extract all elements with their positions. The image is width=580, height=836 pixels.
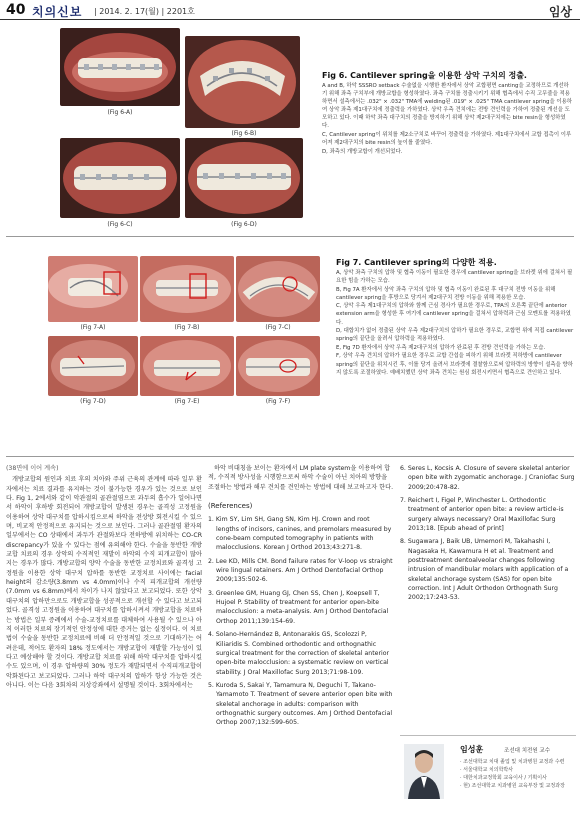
- author-bio-line: · 대한치과교정학회 교육이사 / 기획이사: [460, 775, 547, 781]
- fig6-title: Fig 6. Cantilever spring을 이용한 상악 구치의 정출.: [322, 71, 527, 80]
- fig7-f-photo: [236, 336, 320, 396]
- fig6-a-photo: [60, 28, 180, 106]
- fig6-paragraph: C, Cantilever spring이 위치를 제2소구치로 바꾸어 정출력을 가하였다. 제1대구치에서 교합 접촉이 이루어져 제2대구치의 bite resin의 높이를 줄였다.: [322, 132, 572, 147]
- fig7-paragraph: C, 상악 우측 제1대구치의 압하와 함께 근심 경사가 필요한 경우로, TPA의 오른쪽 끝단에 anterior extension arm을 형성한 후 여기에 cantilever spring을 걸쳐서 압하력과 근심 모멘트를 적용하였다.: [336, 303, 571, 326]
- fig6-paragraph: A and B, 하악 SSSRO setback 수술없을 시행한 환자에서 상악 교합평면 canting을 교정하므로 개선하기 위해 좌측 구치부에 개방교합을 형성하였다. 좌측 구치를 정출시키기 위해 협측에서 수직 고무줄을 적용하면서 설측에서는 .032" × .032" TMA에 welding된 .019" × .025" TMA cantilever spring을 이용하여 상악 좌측 제1대구치에 정출력을 가하였다. 상악 우측 견치에는 전방 견인력을 가하여 정출된 개선을 도모하고 있다. 이때 하악 좌측 대구치의 정출을 방지하기 위해 상악 제2대구치에는 bite resin을 형성하였다.: [322, 83, 572, 130]
- author-photo: [404, 744, 444, 799]
- reference-item: 1. Kim SY, Lim SH, Gang SN, Kim HJ. Crown and root lengths of incisors, canines, and premolars measured by cone-beam computed tomography in patients with malocclusions. Korean J Orthod 2013;43:271-8.: [208, 516, 392, 552]
- article-body: 개방교합의 원인과 치료 후의 치아와 주위 근육의 관계에 따라 일부 환자에서는 치료 결과를 유지하는 것이 불가능한 경우가 있는 것으로 보인다. Fig 1, 2에서와 같이 악관절의 골관절염으로 과두의 흡수가 일어나면서 하악이 후하방 회전되어 개방교합이 발생된 경우는 골격성 고정원을 이용하여 상악 대구치를 압하시킴으로써 하악을 전상방 회전시킬 수 있으며, 비교적 안정적으로 유지되는 것으로 보인다. 그러나 골관절염 환자의 일부에서는 CO 상태에서 과두가 관절와보다 전하방에 위치하는 CO-CR discrepancy가 있을 수 있다는 점에 유의해야 한다. 수술을 동반한 개방교합 치료의 경우 상악의 수직적인 재발이 하악의 수직 피개교합이 많아지는 경우가 많다. 개방교합의 양악 수술을 동반한 교정치료와 골격성 고정원을 이용한 상악 대구치 압하를 동반한 교정치료 사이에는 facial height의 감소량(3.8mm vs 4.0mm)이나 수직 피개교합의 개선량(7.0mm vs 6.8mm)에서 차이가 나지 않았다고 보고되었다. 또한 상악 대구치의 압하만으로도 개방교합을 성공적으로 개선할 수 있다고 보고되었다. 골격성 고정원을 이용하여 대구치를 압하시켜서 개방교합을 치료하는 방법은 일부 증례에서 수술-교정치료를 대체하여 사용될 수 있으나 아직 이러한 치료의 장기적인 안정성에 대한 증거는 없는 실정이다. 이 치료법이 수술을 동반한 교정치료에 비해 더 안정적일 것으로 기대하기는 어려운데, 적어도 환자의 18% 정도에서는 개방교합이 재발할 가능성이 있다고 예상해야 할 것이다. 개방교합 치료를 위해 하악 대구치를 압하시킬 수도 있으며, 이 경우 압하량의 30% 정도가 재발되면서 수직피개교합이 악화된다고 보고되었다. 그러나 하악 대구치의 압하가 항상 가능한 것은 아니다. 이는 다음 3회차의 지상강좌에서 설명될 것이다. 3회차에서는: [6, 476, 202, 689]
- fig7-paragraph: A, 상악 좌측 구치의 압하 및 협측 이동이 필요한 경우에 cantilever spring을 브라켓 위에 걸쳐서 필요한 힘을 가하는 모습.: [336, 270, 573, 285]
- reference-item: 5. Kuroda S, Sakai Y, Tamamura N, Deguchi T, Takano-Yamamoto T. Treatment of severe anterior open bite with skeletal anchorage in adults: comparison with orthognathic surgery outcomes. Am J Orthod Dentofacial Orthop 2007;132:599-605.: [208, 681, 393, 727]
- fig6-d-photo: [185, 138, 303, 218]
- fig7-paragraph: D, 대합치가 없어 정출된 상악 우측 제2대구치의 압하가 필요한 경우로, 교합면 위에 직접 cantilever spring의 끝단을 올려서 압하력을 적용하였다.: [336, 328, 574, 343]
- fig7-paragraph: E, Fig 7D 환자에서 상악 우측 제2대구치의 압하가 완료된 후 전방 견인력을 가하는 모습.: [336, 344, 546, 351]
- article-divider: [6, 456, 574, 457]
- author-bio: [460, 758, 565, 790]
- fig7-b-photo: [140, 256, 234, 322]
- article-column-1: [6, 464, 202, 832]
- reference-item: 8. Sugawara J, Baik UB, Umemori M, Takahashi I, Nagasaka H, Kawamura H et al. Treatment and posttreatment dentoalveolar changes following intrusion of mandibular molars with application of a skeletal anchorage system (SAS) for open bite correction. Int J Adult Orthodon Orthognath Surg 2002;17:243-53.: [400, 538, 569, 602]
- author-bio-line: · 서울대학교 치의학박사: [460, 767, 514, 773]
- continued-note: (38면에 이어 계속): [6, 465, 59, 472]
- references-heading: (References): [208, 502, 253, 511]
- fig7-paragraph: F, 상악 우측 견치의 압하가 필요한 경우로 교합 간섭을 피하기 위해 브라켓 직하방에 cantilever spring의 끝단을 위치시킨 후, 이를 당겨 올려서 브라켓에 결찰함으로써 압하력의 방향이 설측을 향하지 않도록 조절하였다. 예배치했던 상악 좌측 견치는 원심 회전시키면서 협측으로 견인하고 있다.: [336, 353, 573, 376]
- fig6-d-caption: (Fig 6-D): [231, 221, 257, 228]
- fig7-b-caption: (Fig 7-B): [174, 324, 200, 331]
- fig7-c-photo: [236, 256, 320, 322]
- fig6-c-caption: (Fig 6-C): [107, 221, 133, 228]
- fig6-paragraph: D, 좌측의 개방교합이 개선되었다.: [322, 148, 403, 155]
- issue-info: | 2014. 2. 17(월) | 2201호: [94, 7, 195, 16]
- fig7-d-photo: [48, 336, 138, 396]
- page-number: 40: [6, 2, 26, 18]
- fig6-b-photo: [185, 36, 300, 128]
- fig7-e-caption: (Fig 7-E): [174, 398, 200, 405]
- article-column-3: [400, 464, 576, 714]
- fig7-a-photo: [48, 256, 138, 322]
- paper-name: 치의신보: [32, 5, 83, 19]
- fig7-description: [336, 269, 574, 377]
- reference-item: 2. Lee KD, Mills CM. Bond failure rates for V-loop vs straight wire lingual retainers. Am J Orthod Dentofacial Orthop 2009;135:502-6.: [208, 557, 393, 584]
- fig6-a-caption: (Fig 6-A): [107, 109, 133, 116]
- fig6-c-photo: [60, 138, 180, 218]
- fig7-title: Fig 7. Cantilever spring의 다양한 적용.: [336, 258, 497, 267]
- fig6-description: [322, 82, 572, 156]
- page-header: [0, 0, 580, 20]
- fig7-paragraph: B, Fig 7A 환자에서 상악 좌측 구치의 압하 및 협측 이동이 완료된 후 대구치 전방 이동을 위해 cantilever spring을 후방으로 당겨서 제2대구치 전방 이동을 위해 적용한 모습.: [336, 286, 556, 301]
- fig7-f-caption: (Fig 7-F): [265, 398, 291, 405]
- author-bio-line: · 현) 조선대학교 치과병원 교육부장 및 교정과장: [460, 783, 565, 789]
- author-role: 조선대 치전원 교수: [504, 748, 551, 754]
- reference-item: 3. Greenlee GM, Huang GJ, Chen SS, Chen J, Koepsell T, Hujoel P. Stability of treatment for anterior open-bite malocclusion: a meta-analysis. Am J Orthod Dentofacial Orthop 2011;139:154-69.: [208, 589, 389, 625]
- fig7-c-caption: (Fig 7-C): [265, 324, 291, 331]
- reference-item: 7. Reichert I, Figel P, Winchester L. Orthodontic treatment of anterior open bite: a review article-is surgery always necessary? Oral Maxillofac Surg 2013;18. [Epub ahead of print]: [400, 497, 564, 533]
- fig7-d-caption: (Fig 7-D): [80, 398, 106, 405]
- fig7-e-photo: [140, 336, 234, 396]
- author-bio-line: · 조선대학교 치대 졸업 및 치과병원 교정과 수련: [460, 759, 565, 765]
- author-box: [400, 735, 576, 827]
- fig6-b-caption: (Fig 6-B): [231, 130, 257, 137]
- fig7-a-caption: (Fig 7-A): [80, 324, 106, 331]
- section-title: 임상: [548, 5, 572, 19]
- article-column-2: [208, 464, 394, 832]
- reference-item: 6. Seres L, Kocsis A. Closure of severe skeletal anterior open bite with zygomatic anchorage. J Craniofac Surg 2009;20:478-82.: [400, 465, 575, 491]
- section-divider: [6, 236, 574, 237]
- reference-item: 4. Solano-Hernández B, Antonarakis GS, Scolozzi P, Kiliaridis S. Combined orthodontic and orthognathic surgical treatment for the correction of skeletal anterior open-bite malocclusion: a systematic review on vertical stability. J Oral Maxillofac Surg 2013;71:98-109.: [208, 631, 390, 676]
- author-name: 임성훈: [460, 745, 484, 754]
- article-body-continued: 하악 비대칭을 보이는 환자에서 LM plate system을 이용하여 합적, 수직적 방사성을 시행함으로써 하악 수술이 아닌 치아의 방향을 조절하는 방법과 해부 견치를 견인하는 방법에 대해 보고하고자 한다.: [208, 465, 394, 491]
